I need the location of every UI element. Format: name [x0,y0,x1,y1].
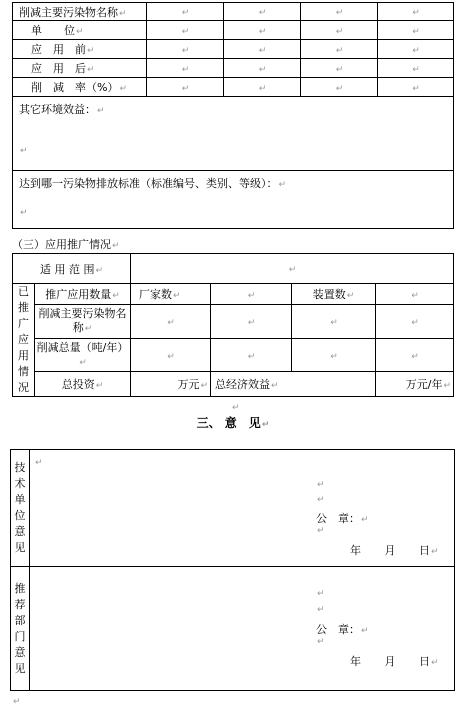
table-cell: ↵ [147,78,224,97]
row-label-pollutant: 削减主要污染物名称↵ [13,3,147,21]
standard-label: 达到哪一污染物排放标准（标准编号、类别、等级）： [19,177,278,190]
table-row [13,59,454,78]
table-cell: ↵ [131,305,211,339]
table-row [13,339,454,372]
table-cell: ↵ [147,21,224,40]
table-row [13,78,454,97]
table-row [11,450,455,567]
table-cell: ↵ [376,305,454,339]
table-cell: ↵ [147,59,224,78]
standard-row [13,171,454,229]
table-cell: ↵ [301,21,378,40]
table-cell: ↵ [376,339,454,372]
table-cell: ↵ [211,339,292,372]
table-cell: ↵ [131,339,211,372]
recommend-label: 推荐部门意见 [11,567,30,691]
row-label-before: 应 用 前↵ [13,40,147,59]
pollutant-label: 削减主要污染物名称↵ [35,305,131,339]
env-benefit-label: 其它环境效益： [19,103,96,116]
scope-label: 适 用 范 围↵ [13,254,131,284]
factory-value: ↵ [211,284,292,305]
recommend-opinion-cell: ↵ ↵ 公 章：↵ ↵ 年 月 日↵ [30,567,455,691]
table-cell: ↵ [224,40,301,59]
table-row [13,3,454,21]
table-row [13,284,454,305]
table-cell: ↵ [378,21,454,40]
table-row [13,305,454,339]
device-label: 装置数↵ [292,284,376,305]
table-cell: ↵ [378,78,454,97]
device-value: ↵ [376,284,454,305]
table-cell: ↵ [147,3,224,21]
count-label: 推广应用数量↵ [35,284,131,305]
env-benefit-row [13,97,454,171]
row-label-unit: 单 位↵ [13,21,147,40]
env-benefit-cell: 其它环境效益：↵ ↵ [13,97,454,171]
table-cell: ↵ [211,305,292,339]
table-cell: ↵ [224,3,301,21]
standard-cell: 达到哪一污染物排放标准（标准编号、类别、等级）：↵ ↵ [13,171,454,229]
seal-label: 公 章：↵ [316,623,369,636]
date-line: 年 月 日↵ [350,544,439,557]
scope-value: ↵ [131,254,454,284]
table-row [13,372,454,397]
row-label-rate: 削 减 率（%）↵ [13,78,147,97]
table-cell: ↵ [301,40,378,59]
table-cell: ↵ [147,40,224,59]
table-cell: ↵ [378,40,454,59]
opinion-table [10,449,455,691]
tech-unit-label: 技术单位意见 [11,450,30,567]
table-cell: ↵ [301,3,378,21]
table-cell: ↵ [301,59,378,78]
table-cell: ↵ [224,59,301,78]
table-cell: ↵ [292,305,376,339]
paragraph-mark: ↵ [232,403,240,413]
table-row [13,254,454,284]
investment-value: 万元↵ [131,372,211,397]
reduction-label: 削减总量（吨/年）↵ [35,339,131,372]
factory-label: 厂家数↵ [131,284,211,305]
table-cell: ↵ [378,3,454,21]
table-row [13,21,454,40]
opinion-heading: 三、 意 见↵ [196,416,270,430]
row-label-after: 应 用 后↵ [13,59,147,78]
paragraph-mark: ↵ [13,697,21,707]
tech-unit-opinion-cell: ↵ ↵ ↵ 公 章：↵ ↵ 年 月 日↵ [30,450,455,567]
section-title: （三）应用推广情况↵ [12,238,120,251]
pollutant-reduction-table [12,2,454,229]
date-line: 年 月 日↵ [350,655,439,668]
table-cell: ↵ [378,59,454,78]
side-label-applied: 已推广应用情况 [13,284,35,397]
benefit-value: 万元/年↵ [376,372,454,397]
promotion-table [12,253,454,397]
table-cell: ↵ [292,339,376,372]
table-cell: ↵ [224,21,301,40]
table-cell: ↵ [224,78,301,97]
seal-label: 公 章：↵ [316,512,369,525]
table-row [11,567,455,691]
benefit-label: 总经济效益↵ [211,372,376,397]
table-cell: ↵ [301,78,378,97]
table-row [13,40,454,59]
investment-label: 总投资↵ [35,372,131,397]
